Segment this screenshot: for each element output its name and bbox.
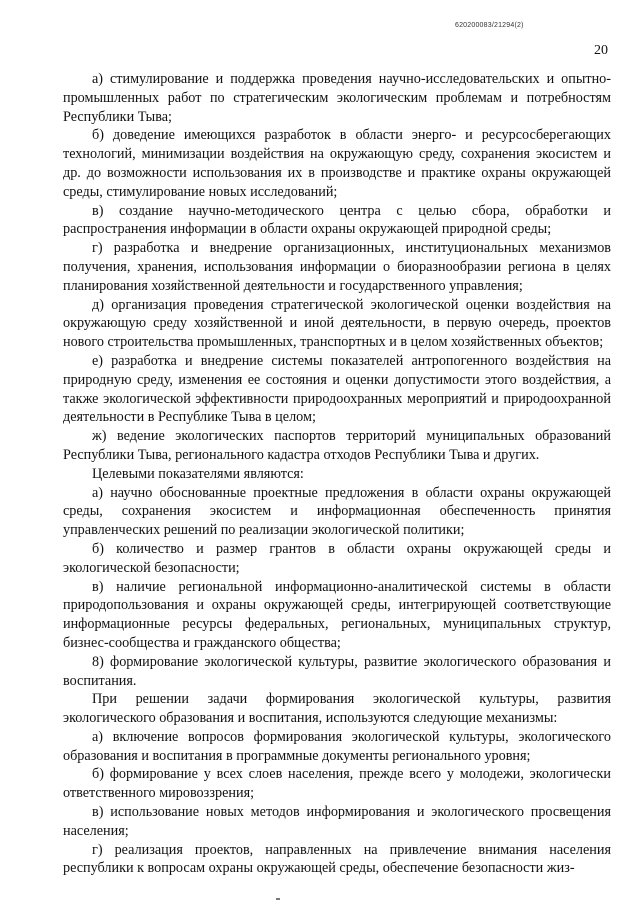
paragraph-target-indicators-heading: Целевыми показателями являются: [92,465,304,482]
paragraph-a-research: а) стимулирование и поддержка проведения научно-исследовательских и опытно-промышленных работ по стратегическим экологическим проблемам и потребностям Республики Тыва; [63,71,611,125]
paragraph-indicator-v: в) наличие региональной информационно-аналитической системы в области природопользования и охраны окружающей среды, интегрирующей соответствующие информационные ресурсы федеральных, региональных, муниципальных структур, бизнес-сообщества и гражданского общества; [63,578,611,651]
paragraph-mechanisms-intro: При решении задачи формирования экологической культуры, развития экологического образования и воспитания, используются следующие механизмы: [63,691,611,727]
page-number: 20 [594,43,608,58]
paragraph-item-8: 8) формирование экологической культуры, развитие экологического образования и воспитания. [63,653,611,689]
paragraph-mechanism-a: а) включение вопросов формирования экологической культуры, экологического образования и воспитания в программные документы регионального уровня; [63,728,611,764]
paragraph-mechanism-g: г) реализация проектов, направленных на привлечение внимания населения республики к вопросам охраны окружающей среды, обеспечение безопасности жиз- [63,841,611,877]
paragraph-v-center: в) создание научно-методического центра с целью сбора, обработки и распространения информации в области охраны окружающей природной среды; [63,202,611,238]
paragraph-zh-passports: ж) ведение экологических паспортов территорий муниципальных образований Республики Тыва, регионального кадастра отходов Республики Тыва и других. [63,428,611,463]
paragraph-d-assessment: д) организация проведения стратегической экологической оценки воздействия на окружающую среду хозяйственной и иной деятельности, в первую очередь, проектов нового строительства промышленных, транспортных и в целом хозяйственных объектов; [63,296,611,351]
paragraph-b-technologies: б) доведение имеющихся разработок в области энерго- и ресурсосберегающих технологий, минимизации воздействия на окружающую среду, сохранения экосистем и др. до возможности использования их в производстве и практике охраны окружающей среды, стимулирование новых исследований; [63,127,611,200]
paragraph-indicator-a: а) научно обоснованные проектные предложения в области охраны окружающей среды, сохранения экосистем и информационная обеспеченность принятия управленческих решений по реализации экологической политики; [63,484,611,539]
paragraph-mechanism-b: б) формирование у всех слоев населения, прежде всего у молодежи, экологически ответственного мировоззрения; [63,766,611,802]
paragraph-g-biodiversity: г) разработка и внедрение организационных, институциональных механизмов получения, хранения, использования информации о биоразнообразии региона в целях планирования хозяйственной деятельности и государственного управления; [63,240,611,294]
scan-mark [276,898,280,900]
paragraph-mechanism-v: в) использование новых методов информирования и экологического просвещения населения; [63,804,611,839]
paragraph-e-indicators-system: е) разработка и внедрение системы показателей антропогенного воздействия на природную среду, изменения ее состояния и оценки допустимости этого воздействия, а также экологической эффективности природоохранных мероприятий и природоохранной деятельности в Республике Тыва в целом; [63,352,611,426]
document-body [63,70,611,878]
document-id: 620200083/21294(2) [455,22,524,29]
paragraph-indicator-b: б) количество и размер грантов в области охраны окружающей среды и экологической безопасности; [63,540,611,576]
